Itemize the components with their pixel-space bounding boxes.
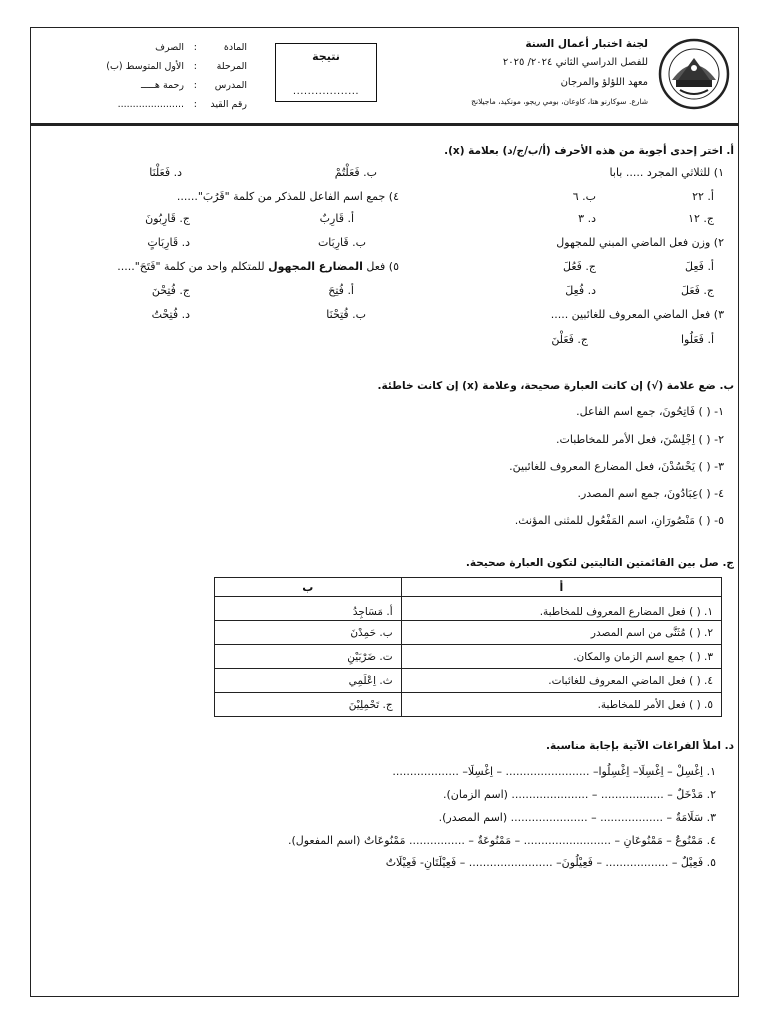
q3-opt-c[interactable]: ج. فَعَلْنَ xyxy=(551,333,588,346)
q4-opt-d[interactable]: د. قَارِبَاتٍ xyxy=(147,236,190,249)
match-a-2[interactable]: ٢. ( ) مُثَنَّى من اسم المصدر xyxy=(401,621,721,645)
table-row xyxy=(215,693,722,717)
info-value-student-id[interactable]: ...................... xyxy=(117,99,184,110)
q4-opt-c[interactable]: ج. قَارِبُونَ xyxy=(145,212,190,225)
info-label-subject: المادة xyxy=(223,42,247,53)
q-top-opt-b[interactable]: ب. فَعَلْتُمْ xyxy=(334,166,377,179)
q-top-opt-d[interactable]: د. فَعَلْنَا xyxy=(149,166,182,179)
match-b-4: ث. اِعْلَمِي xyxy=(215,669,402,693)
match-b-2: ب. حَمِدْنَ xyxy=(215,621,402,645)
section-a-title: أ. اختر إحدى أجوبة من هذه الأحرف (أ/ب/ج/د) بعلامة (x). xyxy=(444,145,734,157)
matching-table xyxy=(214,577,722,717)
q1-opt-b[interactable]: ب. ٦ xyxy=(572,190,596,203)
q4-opt-a[interactable]: أ. قَارِبٌ xyxy=(319,212,354,225)
match-a-3[interactable]: ٣. ( ) جمع اسم الزمان والمكان. xyxy=(401,645,721,669)
result-box xyxy=(275,43,377,102)
info-sep-student-id: : xyxy=(193,99,197,110)
tf-item-5[interactable]: ٥- ( ) مَنْصُورَانِ، اسم المَفْعُول للمثنى المؤنث. xyxy=(514,514,724,527)
table-row xyxy=(215,597,722,621)
match-b-3: ت. ضَرْبَيْنِ xyxy=(215,645,402,669)
header-divider xyxy=(31,123,738,126)
info-value-subject: الصرف xyxy=(155,42,184,53)
q4-stem: ٤) جمع اسم الفاعل للمذكر من كلمة "قَرُبَ"...... xyxy=(176,190,399,203)
institute-address: شارع. سوكارنو هتا، كاوعان، بومي ريجو، مونكيد، ماجيلانج xyxy=(471,97,648,106)
q5-opt-c[interactable]: ج. فُتِحْنَ xyxy=(151,284,190,297)
institute-name: معهد اللؤلؤ والمرجان xyxy=(560,77,648,88)
result-label: نتيجة xyxy=(312,50,340,63)
institute-logo-icon xyxy=(658,38,730,110)
info-value-level: الأول المتوسط (ب) xyxy=(106,61,184,72)
info-value-teacher: رحمة هـــــ xyxy=(141,80,184,91)
q5-opt-d[interactable]: د. فُتِحْتُ xyxy=(151,308,190,321)
q2-opt-d[interactable]: د. فُعِلَ xyxy=(565,284,596,297)
q2-opt-a[interactable]: أ. فَعِلَ xyxy=(685,260,714,273)
fill-item-4[interactable]: ٤. مَمْنُوعٌ – مَمْنُوعَانِ – ......................... – مَمْنُوعَةٌ – ................ مَمْنُوعَاتٌ (اسم المفعول). xyxy=(287,834,716,847)
info-sep-level: : xyxy=(193,61,197,72)
q3-opt-a[interactable]: أ. فَعَلُوا xyxy=(681,333,714,346)
q4-opt-b[interactable]: ب. قَارِبَات xyxy=(317,236,366,249)
q2-stem: ٢) وزن فعل الماضي المبني للمجهول xyxy=(556,236,724,249)
info-sep-teacher: : xyxy=(193,80,197,91)
tf-item-2[interactable]: ٢- ( ) اِجْلِسْنَ، فعل الأمر للمخاطبات. xyxy=(556,433,724,446)
committee-title: لجنة اختبار أعمال السنة xyxy=(525,38,648,50)
match-b-5: ج. تَحْمِلِيْنَ xyxy=(215,693,402,717)
column-b-header: ب xyxy=(215,578,402,597)
tf-item-3[interactable]: ٣- ( ) يَحْسُدْنَ، فعل المضارع المعروف للغائبينَ. xyxy=(509,460,724,473)
section-b-title: ب. ضع علامة (√) إن كانت العبارة صحيحة، وعلامة (x) إن كانت خاطئة. xyxy=(377,380,734,392)
fill-item-1[interactable]: ١. اِغْسِلْ – اِغْسِلَا– اِغْسِلُوا– ........................ – اِغْسِلَا– ................... xyxy=(392,765,716,778)
q1-opt-d[interactable]: د. ٣ xyxy=(578,212,596,225)
q2-opt-c[interactable]: ج. فَعُلَ xyxy=(563,260,596,273)
fill-item-2[interactable]: ٢. مَدْخَلٌ – .................. – ...................... (اسم الزمان). xyxy=(442,788,716,801)
tf-item-1[interactable]: ١- ( ) فَاتِحُونَ، جمع اسم الفاعل. xyxy=(576,405,724,418)
fill-item-3[interactable]: ٣. سَلَامَةٌ – .................. – ...................... (اسم المصدر). xyxy=(438,811,716,824)
section-d-title: د. املأ الفراغات الآتية بإجابة مناسبة. xyxy=(545,740,734,752)
q1-stem: ١) للثلاثي المجرد ..... بابا xyxy=(609,166,724,179)
q2-opt-c2[interactable]: ج. فَعَلَ xyxy=(681,284,714,297)
tf-item-4[interactable]: ٤- ( )عِبَادُونَ، جمع اسم المصدر. xyxy=(577,487,724,500)
section-c-title: ج. صل بين القائمتين التاليتين لتكون العبارة صحيحة. xyxy=(465,557,734,569)
match-a-4[interactable]: ٤. ( ) فعل الماضي المعروف للغائبات. xyxy=(401,669,721,693)
q1-opt-c[interactable]: ج. ١٢ xyxy=(688,212,714,225)
q3-stem: ٣) فعل الماضي المعروف للغائبين ..... xyxy=(550,308,724,321)
match-a-1[interactable]: ١. ( ) فعل المضارع المعروف للمخاطبة. xyxy=(401,597,721,621)
q1-opt-a[interactable]: أ. ٢٢ xyxy=(692,190,714,203)
semester-text: للفصل الدراسي الثاني ٢٠٢٤/ ٢٠٢٥ xyxy=(502,57,648,68)
result-field[interactable]: .................. xyxy=(292,86,360,97)
table-row xyxy=(215,669,722,693)
fill-item-5[interactable]: ٥. فَعِيْلٌ – .................. – فَعِيْلُونَ– ........................ – فَعِيْلَتَانِ- فَعِيْلَاتٌ xyxy=(385,856,716,869)
q5-opt-a[interactable]: أ. فُتِحَ xyxy=(328,284,354,297)
table-row xyxy=(215,621,722,645)
table-header-row xyxy=(215,578,722,597)
info-label-teacher: المدرس xyxy=(214,80,247,91)
table-row xyxy=(215,645,722,669)
q5-stem: ٥) فعل المضارع المجهول للمتكلم واحد من كلمة "فَتَحَ"..... xyxy=(117,260,399,273)
info-label-level: المرحلة xyxy=(216,61,247,72)
q5-opt-b[interactable]: ب. فُتِحْنَا xyxy=(326,308,366,321)
match-a-5[interactable]: ٥. ( ) فعل الأمر للمخاطبة. xyxy=(401,693,721,717)
match-b-1: أ. مَسَاجِدُ xyxy=(215,597,402,621)
column-a-header: أ xyxy=(401,578,721,597)
info-label-student-id: رقم القيد xyxy=(210,99,247,110)
info-sep-subject: : xyxy=(193,42,197,53)
